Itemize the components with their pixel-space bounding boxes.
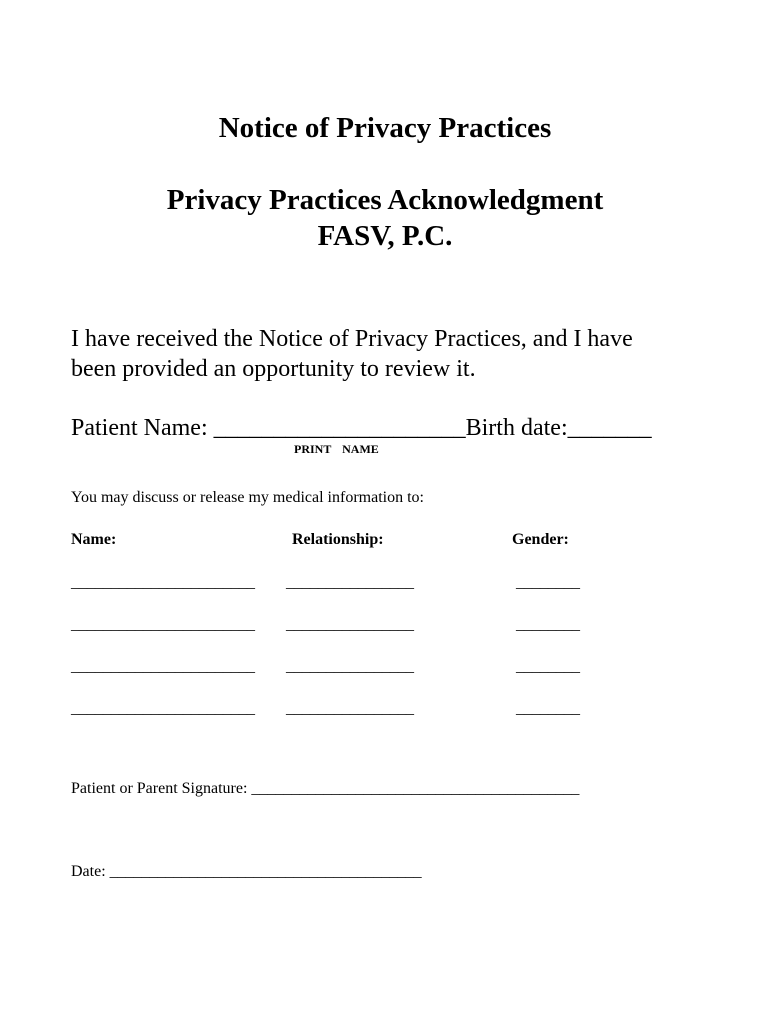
acknowledgment-statement-line-2: been provided an opportunity to review it. [71, 356, 476, 382]
document-title: Notice of Privacy Practices [218, 112, 552, 144]
company-name: FASV, P.C. [317, 220, 453, 252]
contact-relationship-field[interactable]: ________________ [286, 658, 414, 675]
contact-name-field[interactable]: _______________________ [71, 616, 255, 633]
contact-relationship-field[interactable]: ________________ [286, 574, 414, 591]
release-intro: You may discuss or release my medical information to: [71, 489, 424, 506]
contact-name-field[interactable]: _______________________ [71, 700, 255, 717]
date-field[interactable]: Date: _______________________________________ [71, 863, 422, 880]
contact-name-field[interactable]: _______________________ [71, 658, 255, 675]
signature-field[interactable]: Patient or Parent Signature: _________________________________________ [71, 780, 580, 797]
contact-relationship-field[interactable]: ________________ [286, 700, 414, 717]
contact-gender-field[interactable]: ________ [516, 574, 580, 591]
print-name-caption: PRINT NAME [294, 442, 379, 456]
contact-gender-field[interactable]: ________ [516, 700, 580, 717]
contact-gender-field[interactable]: ________ [516, 658, 580, 675]
patient-name-birthdate-field[interactable]: Patient Name: _____________________Birth date:_______ [71, 415, 652, 441]
column-header-name: Name: [71, 531, 117, 548]
contact-relationship-field[interactable]: ________________ [286, 616, 414, 633]
contact-name-field[interactable]: _______________________ [71, 574, 255, 591]
acknowledgment-statement-line-1: I have received the Notice of Privacy Practices, and I have [71, 326, 633, 352]
document-subtitle: Privacy Practices Acknowledgment [166, 184, 604, 216]
column-header-gender: Gender: [512, 531, 569, 548]
contact-gender-field[interactable]: ________ [516, 616, 580, 633]
column-header-relationship: Relationship: [292, 531, 384, 548]
